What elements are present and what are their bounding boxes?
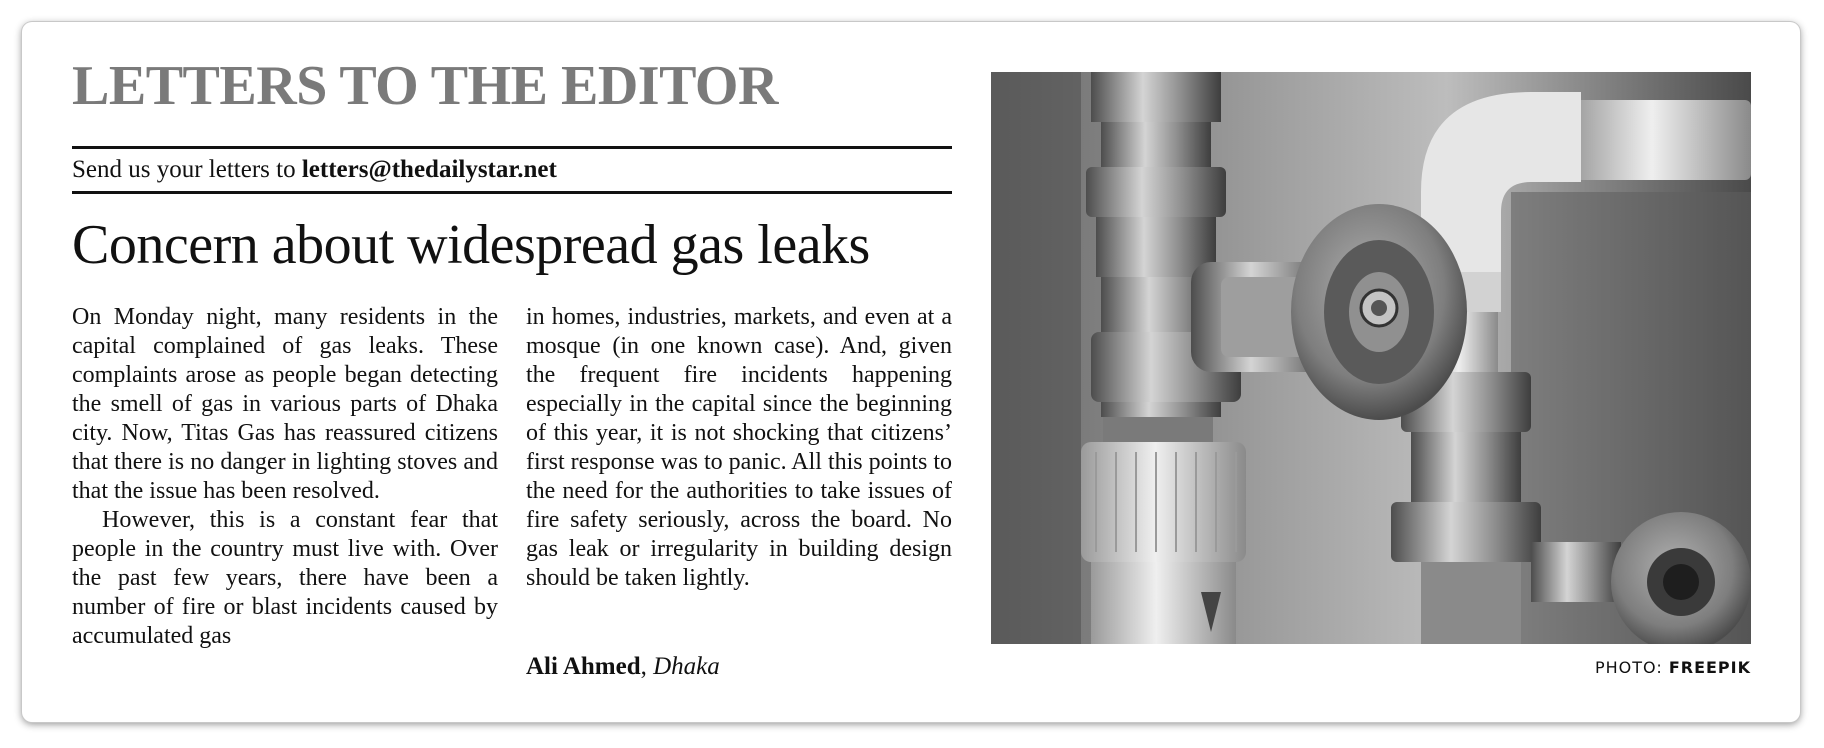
send-letters-prefix: Send us your letters to — [72, 156, 302, 183]
letter-signature — [526, 652, 720, 682]
author-name: Ali Ahmed — [526, 653, 641, 680]
letters-email[interactable]: letters@thedailystar.net — [301, 156, 557, 183]
letter-headline: Concern about widespread gas leaks — [72, 214, 870, 276]
letter-paragraph: However, this is a constant fear that people in the country must live with. Over the past few years, there have been a number of fire or blast incidents caused by accumulated gas — [72, 507, 498, 649]
bottom-rule — [72, 191, 952, 194]
letter-paragraph: in homes, industries, markets, and even at a mosque (in one known case). And, given the frequent fire incidents happening especially in the capital since the beginning of this year, it is not shocking that citizens’ first response was to panic. All this points to the need for the authorities to take issues of fire safety seriously, across the board. No gas leak or irregularity in building design should be taken lightly. — [526, 304, 952, 591]
photo-credit-label: PHOTO: — [1594, 658, 1669, 677]
letter-paragraph: On Monday night, many residents in the capital complained of gas leaks. These complaints arose as people began detecting the smell of gas in various parts of Dhaka city. Now, Titas Gas has reassured citizens that there is no danger in lighting stoves and that the issue has been resolved. — [72, 304, 498, 504]
top-rule — [72, 146, 952, 149]
send-letters-line — [72, 155, 557, 185]
author-city: Dhaka — [653, 653, 720, 680]
letter-column-left — [72, 303, 498, 651]
gas-valve-illustration — [991, 72, 1751, 644]
gas-valve-photo — [991, 72, 1751, 644]
photo-credit — [1500, 658, 1751, 678]
section-title: LETTERS TO THE EDITOR — [72, 55, 778, 117]
signature-separator: , — [640, 653, 654, 680]
photo-credit-source: FREEPIK — [1668, 658, 1751, 677]
letter-column-right — [526, 303, 952, 593]
